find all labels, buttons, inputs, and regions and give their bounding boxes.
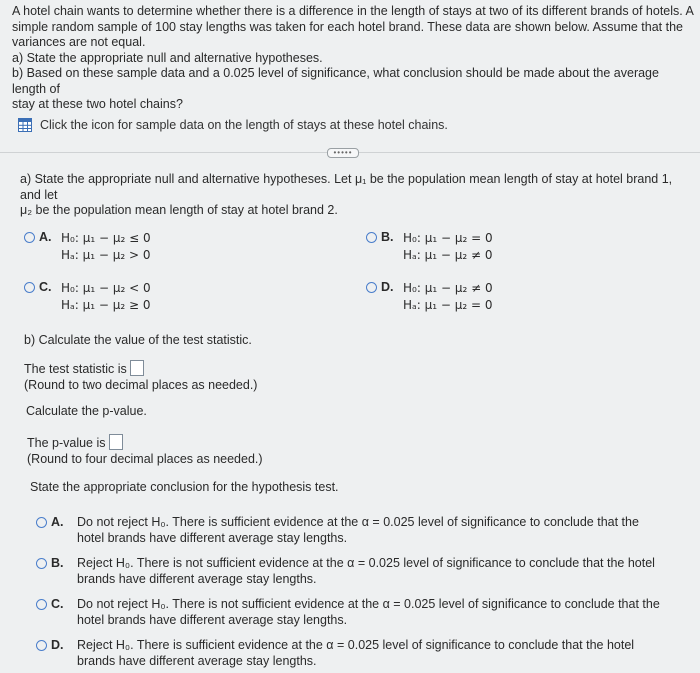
pvalue-block xyxy=(27,434,263,467)
hypothesis-options-row xyxy=(20,230,680,264)
option-letter: C. xyxy=(51,597,64,611)
alt-hypothesis: Hₐ: μ₁ − μ₂ ≥ 0 xyxy=(61,298,151,312)
null-hypothesis: H₀: μ₁ − μ₂ < 0 xyxy=(61,281,151,295)
conclusion-text: Do not reject H₀. There is sufficient evidence at the α = 0.025 level of significance to conclude that the hotel brands have different average stay lengths. xyxy=(77,515,639,545)
problem-line: variances are not equal. xyxy=(12,35,146,49)
test-statistic-label: The test statistic is xyxy=(24,362,127,376)
part-a-prompt-line: a) State the appropriate null and alternative hypotheses. Let μ₁ be the population mean length of stay at hotel brand 1, and let xyxy=(20,172,673,202)
hypothesis-pair xyxy=(403,280,493,314)
part-a-prompt xyxy=(20,172,690,219)
radio-button[interactable] xyxy=(36,640,47,651)
hypothesis-option-a[interactable] xyxy=(20,230,338,264)
option-letter: A. xyxy=(39,230,52,244)
conclusion-option-c[interactable] xyxy=(36,597,666,628)
alt-hypothesis: Hₐ: μ₁ − μ₂ > 0 xyxy=(61,248,151,262)
sample-data-link-text[interactable]: Click the icon for sample data on the length of stays at these hotel chains. xyxy=(40,117,448,132)
problem-line: simple random sample of 100 stay lengths was taken for each hotel brand. These data are shown below. Assume that the xyxy=(12,19,683,34)
data-table-icon[interactable] xyxy=(18,118,32,132)
alt-hypothesis: Hₐ: μ₁ − μ₂ = 0 xyxy=(403,298,493,312)
pvalue-label: The p-value is xyxy=(27,436,106,450)
sample-data-link[interactable] xyxy=(12,118,696,134)
handle-dots: ••••• xyxy=(333,148,353,157)
problem-line: A hotel chain wants to determine whether there is a difference in the length of stays at two of its different brands of hotels. A xyxy=(12,4,694,18)
null-hypothesis: H₀: μ₁ − μ₂ ≠ 0 xyxy=(403,281,493,295)
option-letter: D. xyxy=(51,638,64,652)
problem-line: b) Based on these sample data and a 0.025 level of significance, what conclusion should be made about the average length of xyxy=(12,66,659,96)
hypothesis-pair xyxy=(403,230,493,264)
conclusion-text: Do not reject H₀. There is not sufficient evidence at the α = 0.025 level of significance to conclude that the hotel brands have different average stay lengths. xyxy=(77,597,660,627)
option-letter: D. xyxy=(381,280,394,294)
pvalue-input[interactable] xyxy=(109,434,123,450)
test-statistic-input[interactable] xyxy=(130,360,144,376)
option-letter: B. xyxy=(381,230,394,244)
expand-handle[interactable] xyxy=(327,148,359,158)
pvalue-prompt: Calculate the p-value. xyxy=(26,404,147,418)
conclusion-text: Reject H₀. There is sufficient evidence at the α = 0.025 level of significance to conclude that the hotel brands have different average stay lengths. xyxy=(77,638,635,668)
hypothesis-option-d[interactable] xyxy=(338,280,680,314)
problem-line: stay at these two hotel chains? xyxy=(12,97,183,111)
hypothesis-option-c[interactable] xyxy=(20,280,338,314)
hypothesis-pair xyxy=(61,280,151,314)
conclusion-option-a[interactable] xyxy=(36,515,666,546)
conclusion-prompt: State the appropriate conclusion for the hypothesis test. xyxy=(30,480,339,494)
problem-line: a) State the appropriate null and alternative hypotheses. xyxy=(12,50,323,65)
alt-hypothesis: Hₐ: μ₁ − μ₂ ≠ 0 xyxy=(403,248,493,262)
hypothesis-option-b[interactable] xyxy=(338,230,680,264)
null-hypothesis: H₀: μ₁ − μ₂ ≤ 0 xyxy=(61,231,151,245)
pvalue-rounding: (Round to four decimal places as needed.) xyxy=(27,451,263,466)
option-letter: A. xyxy=(51,515,64,529)
part-a-prompt-line: μ₂ be the population mean length of stay at hotel brand 2. xyxy=(20,203,338,217)
conclusion-option-d[interactable] xyxy=(36,638,666,669)
radio-button[interactable] xyxy=(366,282,377,293)
radio-button[interactable] xyxy=(366,232,377,243)
radio-button[interactable] xyxy=(24,282,35,293)
test-statistic-rounding: (Round to two decimal places as needed.) xyxy=(24,377,258,392)
problem-statement xyxy=(12,4,696,133)
radio-button[interactable] xyxy=(24,232,35,243)
test-statistic-block xyxy=(24,360,257,393)
hypothesis-pair xyxy=(61,230,151,264)
part-b-prompt: b) Calculate the value of the test statistic. xyxy=(24,333,252,347)
option-letter: C. xyxy=(39,280,52,294)
option-letter: B. xyxy=(51,556,64,570)
hypothesis-options-row xyxy=(20,280,680,314)
conclusion-text: Reject H₀. There is not sufficient evidence at the α = 0.025 level of significance to conclude that the hotel brands have different average stay lengths. xyxy=(77,556,655,586)
radio-button[interactable] xyxy=(36,517,47,528)
radio-button[interactable] xyxy=(36,558,47,569)
conclusion-option-b[interactable] xyxy=(36,556,666,587)
null-hypothesis: H₀: μ₁ − μ₂ = 0 xyxy=(403,231,493,245)
radio-button[interactable] xyxy=(36,599,47,610)
